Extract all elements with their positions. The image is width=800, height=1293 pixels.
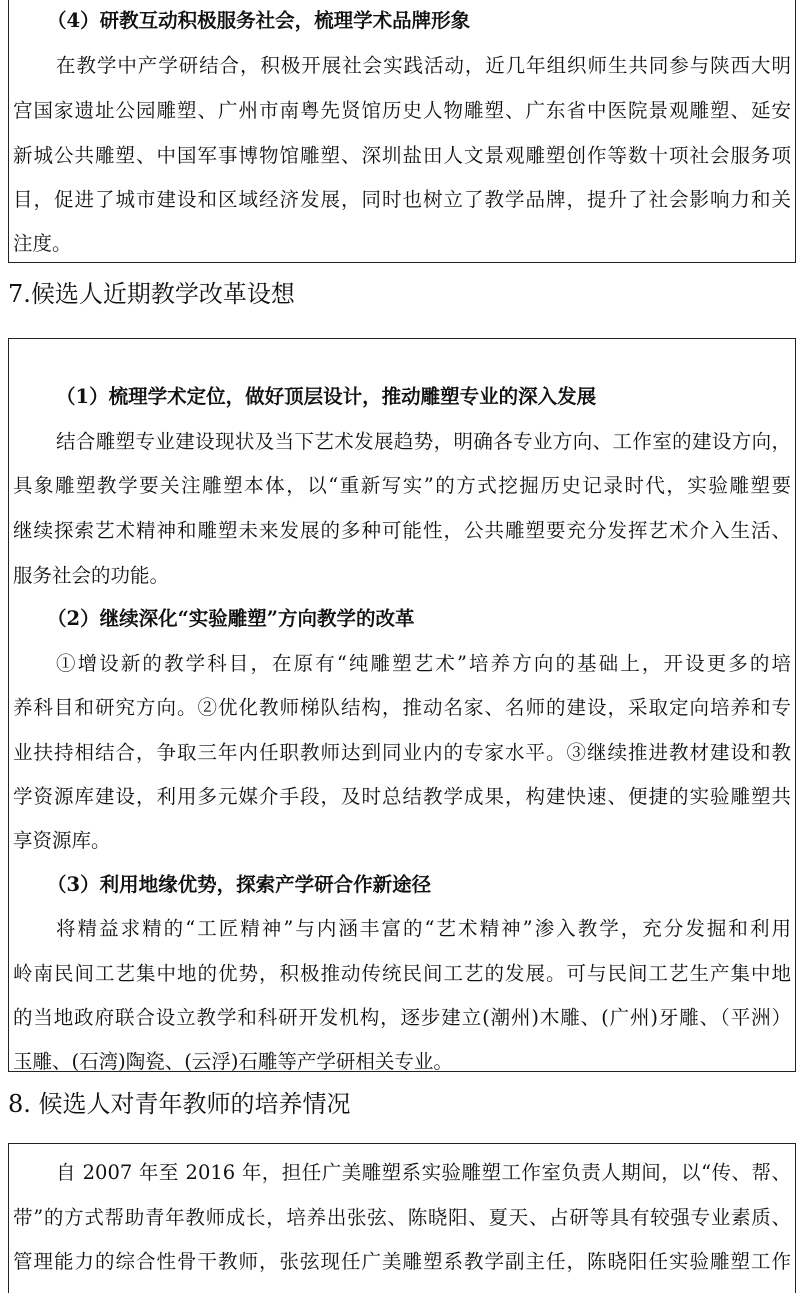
section-8-box <box>8 1143 796 1293</box>
paragraph-line: 服务社会的功能。 <box>13 564 170 587</box>
paragraph-line: 继续探索艺术精神和雕塑未来发展的多种可能性，公共雕塑要充分发挥艺术介入生活、 <box>13 519 791 542</box>
paragraph-line: 宫国家遗址公园雕塑、广州市南粤先贤馆历史人物雕塑、广东省中医院景观雕塑、延安 <box>13 99 791 122</box>
section-6-continuation-box <box>8 0 796 263</box>
section-7-heading: 7.候选人近期教学改革设想 <box>8 280 295 308</box>
paragraph-line: 目，促进了城市建设和区域经济发展，同时也树立了教学品牌，提升了社会影响力和关 <box>13 188 791 211</box>
subheading-1: （1）梳理学术定位，做好顶层设计，推动雕塑专业的深入发展 <box>56 385 597 408</box>
paragraph-line: 自 2007 年至 2016 年，担任广美雕塑系实验雕塑工作室负责人期间，以“传、帮、 <box>56 1161 791 1184</box>
subheading-3: （3）利用地缘优势，探索产学研合作新途径 <box>47 873 432 896</box>
paragraph-line: 在教学中产学研结合，积极开展社会实践活动，近几年组织师生共同参与陕西大明 <box>56 54 791 77</box>
paragraph-line: 具象雕塑教学要关注雕塑本体，以“重新写实”的方式挖掘历史记录时代，实验雕塑要 <box>13 474 791 497</box>
section-7-box <box>8 338 796 1072</box>
section-8-heading: 8. 候选人对青年教师的培养情况 <box>8 1090 351 1118</box>
subheading-2: （2）继续深化“实验雕塑”方向教学的改革 <box>47 607 415 630</box>
paragraph-line: 享资源库。 <box>13 829 111 852</box>
paragraph-line: 带”的方式帮助青年教师成长，培养出张弦、陈晓阳、夏天、占研等具有较强专业素质、 <box>13 1206 791 1229</box>
paragraph-line: ①增设新的教学科目，在原有“纯雕塑艺术”培养方向的基础上，开设更多的培 <box>56 652 791 675</box>
paragraph-line: 将精益求精的“工匠精神”与内涵丰富的“艺术精神”渗入教学，充分发掘和利用 <box>56 917 791 940</box>
paragraph-line: 的当地政府联合设立教学和科研开发机构，逐步建立(潮州)木雕、(广州)牙雕、（平洲） <box>13 1006 791 1029</box>
paragraph-line: 学资源库建设，利用多元媒介手段，及时总结教学成果，构建快速、便捷的实验雕塑共 <box>13 785 791 808</box>
paragraph-line: 注度。 <box>13 232 72 255</box>
paragraph-line: 岭南民间工艺集中地的优势，积极推动传统民间工艺的发展。可与民间工艺生产集中地 <box>13 962 791 985</box>
paragraph-line: 养科目和研究方向。②优化教师梯队结构，推动名家、名师的建设，采取定向培养和专 <box>13 696 791 719</box>
paragraph-line: 玉雕、(石湾)陶瓷、(云浮)石雕等产学研相关专业。 <box>13 1050 453 1073</box>
paragraph-line: 结合雕塑专业建设现状及当下艺术发展趋势，明确各专业方向、工作室的建设方向， <box>56 430 791 453</box>
paragraph-line: 新城公共雕塑、中国军事博物馆雕塑、深圳盐田人文景观雕塑创作等数十项社会服务项 <box>13 144 791 167</box>
paragraph-line: 业扶持相结合，争取三年内任职教师达到同业内的专家水平。③继续推进教材建设和教 <box>13 741 791 764</box>
subheading-4: （4）研教互动积极服务社会，梳理学术品牌形象 <box>47 9 471 32</box>
paragraph-line: 管理能力的综合性骨干教师，张弦现任广美雕塑系教学副主任，陈晓阳任实验雕塑工作 <box>13 1250 791 1273</box>
